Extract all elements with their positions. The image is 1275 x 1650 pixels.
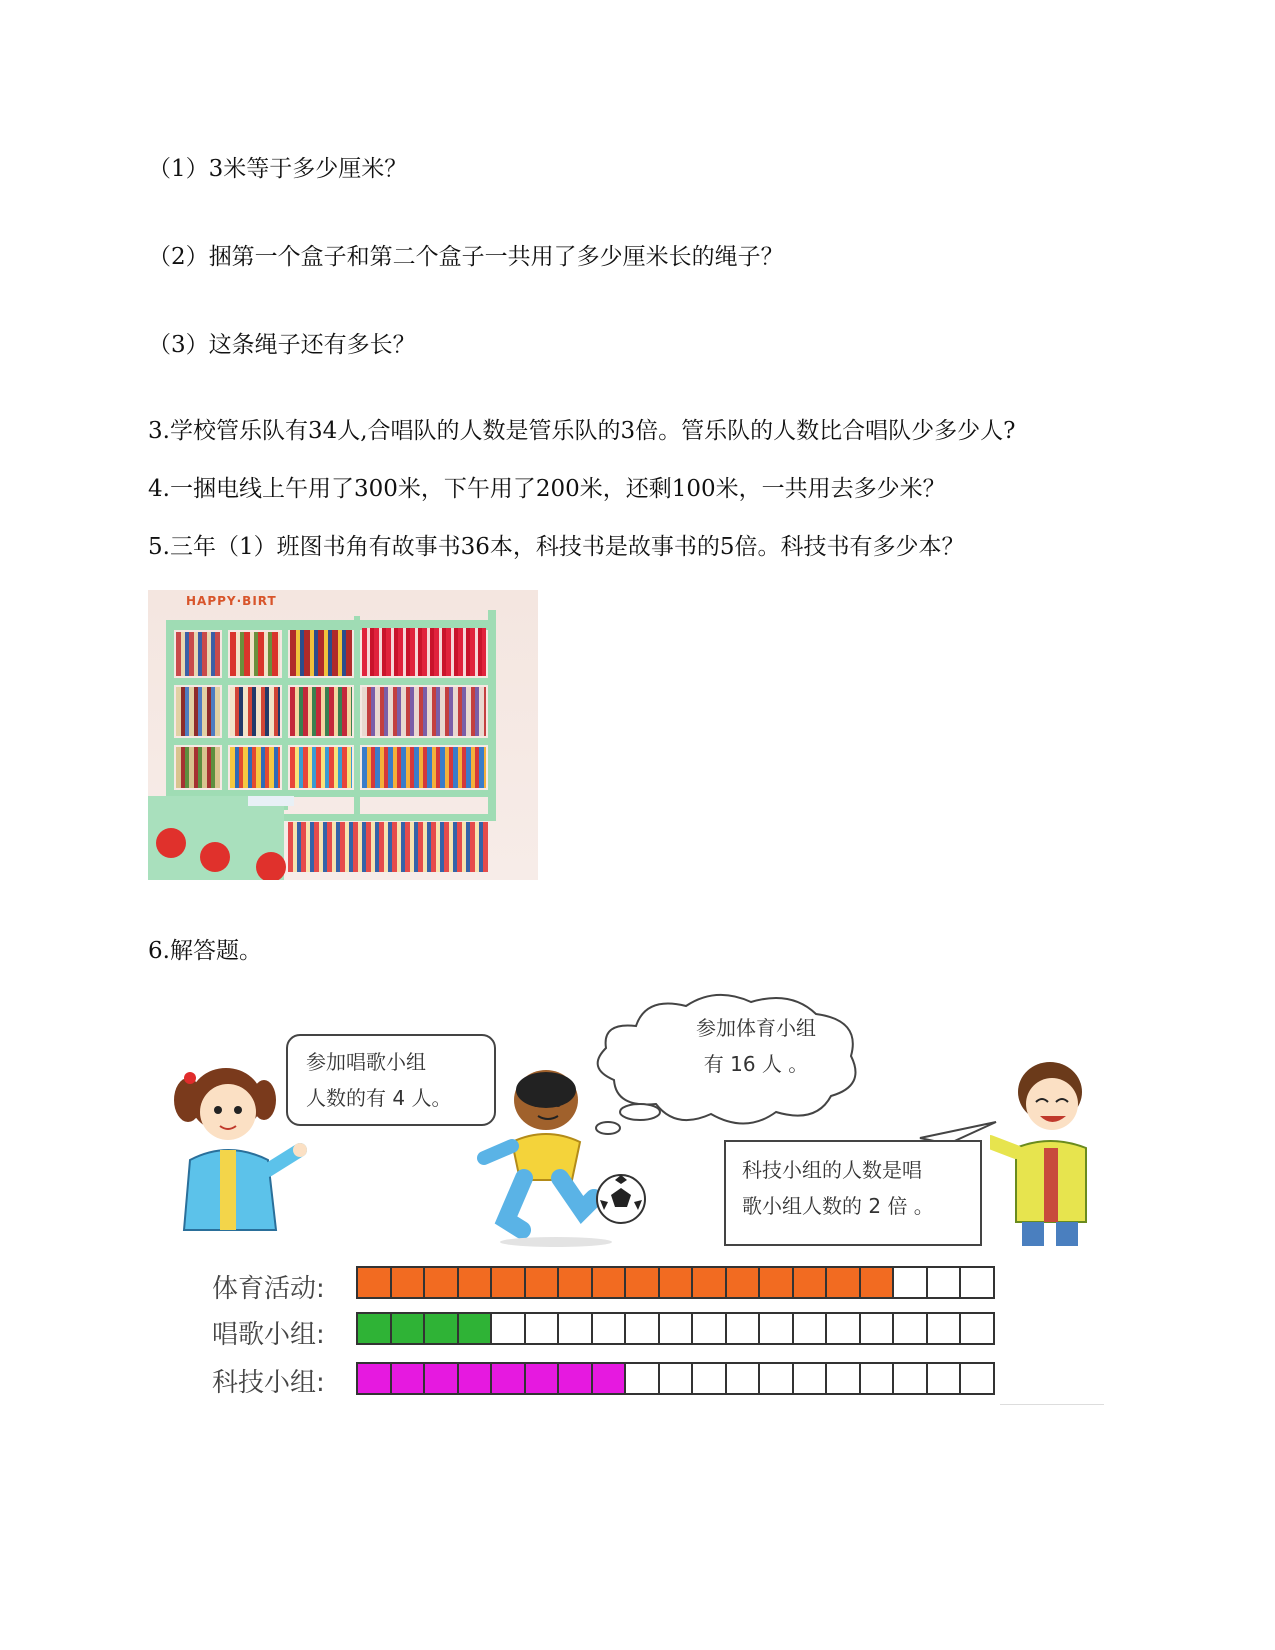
bar-cell-filled xyxy=(758,1266,794,1299)
bar-grid-tech xyxy=(356,1362,993,1395)
bar-grid-singing xyxy=(356,1312,993,1345)
bar-cell-empty xyxy=(624,1312,660,1345)
question-2-1: （1）3米等于多少厘米？ xyxy=(148,156,408,182)
bar-cell-filled xyxy=(356,1312,392,1345)
bar-cell-empty xyxy=(892,1312,928,1345)
bar-cell-filled xyxy=(457,1266,493,1299)
bar-cell-empty xyxy=(691,1312,727,1345)
bar-cell-empty xyxy=(859,1312,895,1345)
bar-cell-filled xyxy=(825,1266,861,1299)
bar-cell-filled xyxy=(423,1312,459,1345)
bar-cell-empty xyxy=(624,1362,660,1395)
bar-cell-empty xyxy=(725,1362,761,1395)
question-5: 5.三年（1）班图书角有故事书36本，科技书是故事书的5倍。科技书有多少本？ xyxy=(148,534,965,560)
boy-note-box xyxy=(724,1140,982,1246)
bar-cell-empty xyxy=(959,1362,995,1395)
bar-cell-filled xyxy=(792,1266,828,1299)
bar-cell-empty xyxy=(557,1312,593,1345)
question-4: 4.一捆电线上午用了300米，下午用了200米，还剩100米，一共用去多少米？ xyxy=(148,476,946,502)
bar-cell-filled xyxy=(390,1266,426,1299)
bar-cell-filled xyxy=(356,1362,392,1395)
bar-cell-empty xyxy=(792,1362,828,1395)
bar-cell-filled xyxy=(524,1266,560,1299)
question-3: 3.学校管乐队有34人,合唱队的人数是管乐队的3倍。管乐队的人数比合唱队少多少人? xyxy=(148,418,1016,444)
bar-cell-empty xyxy=(758,1362,794,1395)
bar-cell-empty xyxy=(926,1362,962,1395)
boy-note-line-1: 科技小组的人数是唱 xyxy=(742,1158,922,1182)
bar-cell-filled xyxy=(557,1266,593,1299)
cloud-text xyxy=(646,1010,866,1082)
bar-cell-empty xyxy=(892,1266,928,1299)
bar-cell-empty xyxy=(926,1266,962,1299)
cloud-line-1: 参加体育小组 xyxy=(696,1016,816,1040)
bar-cell-filled xyxy=(591,1266,627,1299)
bar-cell-empty xyxy=(758,1312,794,1345)
bar-cell-empty xyxy=(959,1266,995,1299)
bar-cell-filled xyxy=(457,1312,493,1345)
photo-banner: HAPPY·BIRT xyxy=(186,594,277,608)
girl-bubble-line-2: 人数的有 4 人。 xyxy=(306,1086,452,1110)
girl-speech-bubble xyxy=(286,1034,496,1126)
question-2-2: （2）捆第一个盒子和第二个盒子一共用了多少厘米长的绳子？ xyxy=(148,244,784,270)
question-6: 6.解答题。 xyxy=(148,938,262,964)
bar-cell-empty xyxy=(658,1312,694,1345)
bar-label-sports: 体育活动: xyxy=(212,1274,325,1304)
bar-cell-filled xyxy=(624,1266,660,1299)
bar-cell-empty xyxy=(959,1312,995,1345)
bar-cell-empty xyxy=(825,1362,861,1395)
bar-cell-filled xyxy=(457,1362,493,1395)
bar-cell-empty xyxy=(825,1312,861,1345)
question-2-3: （3）这条绳子还有多长？ xyxy=(148,332,416,358)
soccer-ball-icon xyxy=(594,1172,648,1226)
bar-cell-filled xyxy=(390,1362,426,1395)
bar-cell-empty xyxy=(859,1362,895,1395)
bar-cell-empty xyxy=(725,1312,761,1345)
bar-cell-filled xyxy=(691,1266,727,1299)
bar-cell-filled xyxy=(591,1362,627,1395)
divider xyxy=(1000,1404,1104,1405)
bar-cell-filled xyxy=(859,1266,895,1299)
girl-bubble-line-1: 参加唱歌小组 xyxy=(306,1050,426,1074)
bar-cell-filled xyxy=(423,1266,459,1299)
bar-cell-empty xyxy=(658,1362,694,1395)
bar-cell-empty xyxy=(926,1312,962,1345)
bar-cell-empty xyxy=(691,1362,727,1395)
bar-cell-filled xyxy=(390,1312,426,1345)
bar-cell-empty xyxy=(892,1362,928,1395)
bar-cell-filled xyxy=(490,1266,526,1299)
bar-label-singing: 唱歌小组: xyxy=(212,1320,325,1350)
bar-cell-filled xyxy=(725,1266,761,1299)
bar-grid-sports xyxy=(356,1266,993,1299)
bar-label-tech: 科技小组: xyxy=(212,1368,325,1398)
bar-cell-filled xyxy=(658,1266,694,1299)
bar-cell-empty xyxy=(524,1312,560,1345)
bar-cell-filled xyxy=(557,1362,593,1395)
bar-cell-empty xyxy=(591,1312,627,1345)
cloud-line-2: 有 16 人 。 xyxy=(703,1052,809,1076)
bar-cell-empty xyxy=(490,1312,526,1345)
bar-cell-filled xyxy=(423,1362,459,1395)
bookshelf-photo xyxy=(148,590,538,880)
boy-note-line-2: 歌小组人数的 2 倍 。 xyxy=(742,1194,934,1218)
bar-cell-empty xyxy=(792,1312,828,1345)
bar-cell-filled xyxy=(524,1362,560,1395)
bar-cell-filled xyxy=(356,1266,392,1299)
bar-cell-filled xyxy=(490,1362,526,1395)
